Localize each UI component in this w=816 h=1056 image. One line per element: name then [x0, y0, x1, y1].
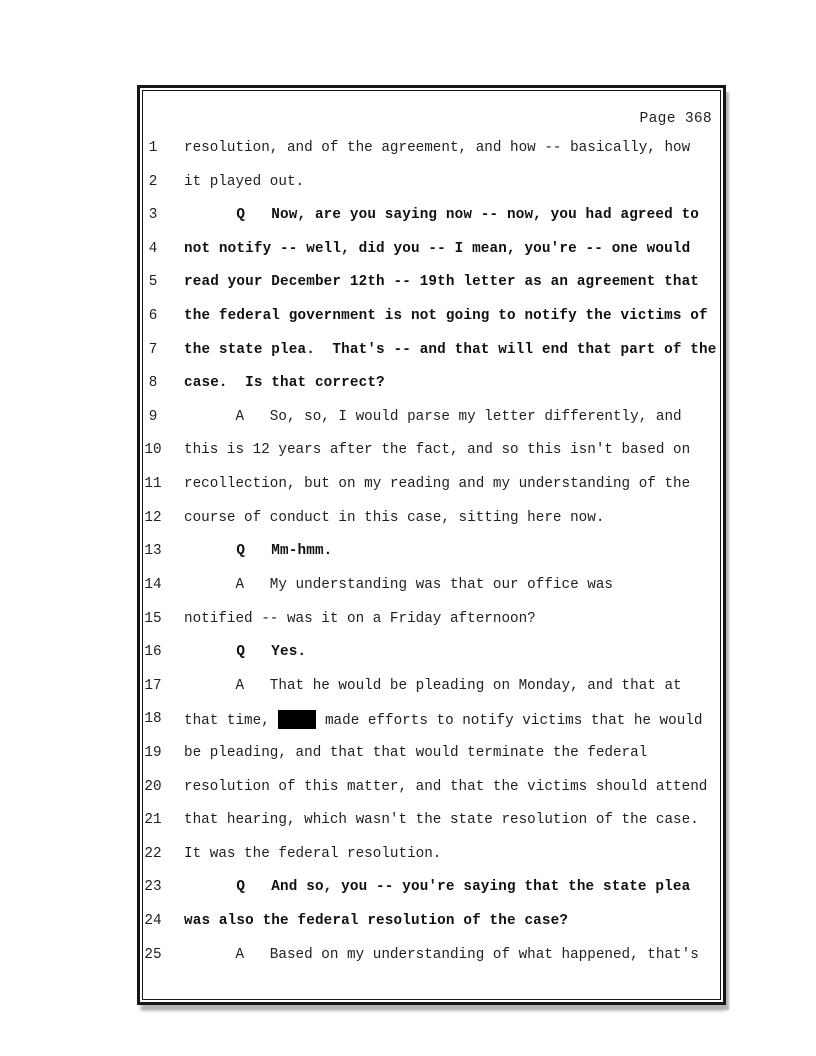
line-text: recollection, but on my reading and my understanding of the: [184, 476, 691, 493]
transcript-line: [144, 610, 720, 644]
line-text: the state plea. That's -- and that will end that part of the: [184, 341, 717, 358]
transcript-line: [144, 576, 720, 610]
transcript-line: [144, 374, 720, 408]
line-number: 14: [144, 576, 162, 593]
transcript-line: [144, 441, 720, 475]
transcript-line: [144, 173, 720, 207]
line-number: 18: [144, 711, 162, 728]
transcript-line: [144, 744, 720, 778]
line-number: 13: [144, 543, 162, 560]
line-text: Q Mm-hmm.: [184, 543, 333, 560]
line-number: 2: [148, 173, 158, 190]
line-text: notified -- was it on a Friday afternoon?: [184, 610, 536, 627]
line-number: 21: [144, 812, 162, 829]
transcript-line: [144, 811, 720, 845]
line-number: 7: [148, 341, 158, 358]
transcript-line: [144, 307, 720, 341]
line-text: that hearing, which wasn't the state resolution of the case.: [184, 812, 699, 829]
line-number: 9: [148, 408, 158, 425]
page-number-label: Page 368: [639, 111, 712, 127]
line-number: 3: [148, 207, 158, 224]
line-text: A Based on my understanding of what happened, that's: [184, 946, 699, 963]
line-number: 8: [148, 375, 158, 392]
transcript-line: [144, 946, 720, 980]
line-text: resolution, and of the agreement, and how -- basically, how: [184, 140, 691, 156]
line-text: read your December 12th -- 19th letter as an agreement that: [184, 274, 700, 291]
line-text: Q And so, you -- you're saying that the state plea: [184, 879, 691, 896]
transcript-line: [144, 778, 720, 812]
line-text: case. Is that correct?: [184, 375, 385, 392]
line-number: 6: [148, 308, 158, 325]
transcript-line: [144, 341, 720, 375]
line-number: 17: [144, 677, 162, 694]
line-text: course of conduct in this case, sitting here now.: [184, 509, 605, 526]
line-text: be pleading, and that that would terminate the federal: [184, 744, 648, 761]
redaction-box: [278, 710, 316, 729]
line-text: not notify -- well, did you -- I mean, you're -- one would: [184, 240, 691, 257]
line-text: Q Now, are you saying now -- now, you had agreed to: [184, 207, 700, 224]
transcript-line: [144, 509, 720, 543]
transcript-line: [144, 240, 720, 274]
line-text: the federal government is not going to notify the victims of: [184, 308, 708, 325]
line-number: 25: [144, 946, 162, 963]
line-text: It was the federal resolution.: [184, 845, 442, 862]
line-number: 1: [148, 140, 158, 156]
transcript-page-frame: [137, 85, 726, 1005]
line-text: that time, made efforts to notify victims that he would: [184, 710, 702, 731]
transcript-line: [144, 710, 720, 744]
line-text: A My understanding was that our office was: [184, 576, 613, 593]
transcript-line: [144, 139, 720, 173]
line-number: 15: [144, 610, 162, 627]
transcript-line: [144, 542, 720, 576]
line-number: 24: [144, 913, 162, 930]
line-number: 10: [144, 442, 162, 459]
line-text: A That he would be pleading on Monday, and that at: [184, 677, 682, 694]
line-number: 16: [144, 644, 162, 661]
transcript-line: [144, 408, 720, 442]
line-text: resolution of this matter, and that the victims should attend: [184, 778, 708, 795]
inner-border-rule: [142, 90, 721, 1000]
line-number: 20: [144, 778, 162, 795]
transcript-line: [144, 206, 720, 240]
line-text: this is 12 years after the fact, and so this isn't based on: [184, 442, 691, 459]
line-number: 11: [144, 476, 162, 493]
transcript-line: [144, 273, 720, 307]
line-text: Q Yes.: [184, 644, 307, 661]
line-number: 19: [144, 744, 162, 761]
line-text: A So, so, I would parse my letter differently, and: [184, 408, 682, 425]
transcript-line: [144, 475, 720, 509]
line-text: was also the federal resolution of the case?: [184, 913, 569, 930]
line-number: 4: [148, 240, 158, 257]
transcript-lines: [144, 139, 720, 979]
line-number: 5: [148, 274, 158, 291]
transcript-line: [144, 878, 720, 912]
line-text: it played out.: [184, 173, 305, 190]
transcript-line: [144, 912, 720, 946]
line-number: 22: [144, 845, 162, 862]
transcript-line: [144, 845, 720, 879]
transcript-line: [144, 677, 720, 711]
transcript-line: [144, 643, 720, 677]
line-number: 23: [144, 879, 162, 896]
line-number: 12: [144, 509, 162, 526]
